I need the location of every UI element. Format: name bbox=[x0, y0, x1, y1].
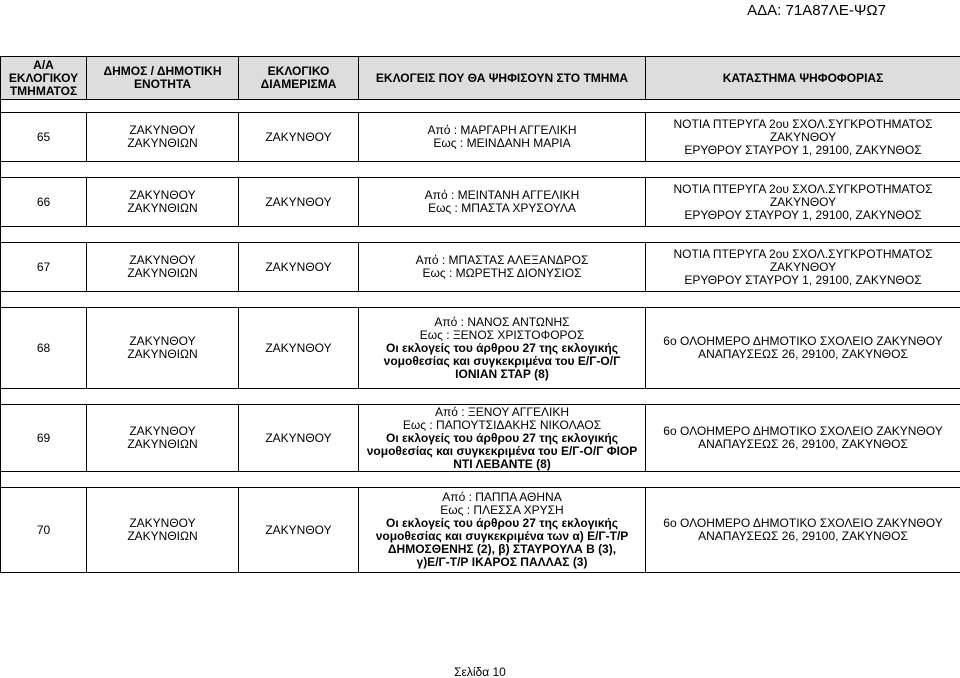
row-spacer bbox=[1, 472, 960, 488]
page-number: Σελίδα 10 bbox=[454, 665, 506, 678]
table-row bbox=[1, 405, 960, 472]
row-dimos: ΖΑΚΥΝΘΟΥ ΖΑΚΥΝΘΙΩΝ bbox=[87, 243, 239, 292]
row-store: 6ο ΟΛΟΗΜΕΡΟ ΔΗΜΟΤΙΚΟ ΣΧΟΛΕΙΟ ΖΑΚΥΝΘΟΥ ΑΝΑΠΑΥΣΕΩΣ 26, 29100, ΖΑΚΥΝΘΟΣ bbox=[646, 405, 960, 472]
header-aa: Α/Α ΕΚΛΟΓΙΚΟΥ ΤΜΗΜΑΤΟΣ bbox=[1, 57, 87, 100]
header-voters: ΕΚΛΟΓΕΙΣ ΠΟΥ ΘΑ ΨΗΦΙΣΟΥΝ ΣΤΟ ΤΜΗΜΑ bbox=[359, 57, 646, 100]
row-diamerisma: ΖΑΚΥΝΘΟΥ bbox=[239, 405, 359, 472]
table-body bbox=[1, 100, 960, 573]
table-header-row bbox=[1, 57, 960, 100]
row-number: 69 bbox=[1, 405, 87, 472]
table-row bbox=[1, 308, 960, 389]
row-dimos: ΖΑΚΥΝΘΟΥ ΖΑΚΥΝΘΙΩΝ bbox=[87, 178, 239, 227]
row-voters: Από : ΝΑΝΟΣ ΑΝΤΩΝΗΣ Εως : ΞΕΝΟΣ ΧΡΙΣΤΟΦΟΡΟΣ Οι εκλογείς του άρθρου 27 της εκλογικής νομοθεσίας και συγκεκριμένα του Ε/Γ-Ο/Γ ΙΟΝΙΑΝ ΣΤΑΡ (8) bbox=[359, 308, 646, 389]
row-spacer bbox=[1, 292, 960, 308]
row-spacer bbox=[1, 162, 960, 178]
row-store: ΝΟΤΙΑ ΠΤΕΡΥΓΑ 2ου ΣΧΟΛ.ΣΥΓΚΡΟΤΗΜΑΤΟΣ ΖΑΚΥΝΘΟΥ ΕΡΥΘΡΟΥ ΣΤΑΥΡΟΥ 1, 29100, ΖΑΚΥΝΘΟΣ bbox=[646, 243, 960, 292]
header-dimos: ΔΗΜΟΣ / ΔΗΜΟΤΙΚΗ ΕΝΟΤΗΤΑ bbox=[87, 57, 239, 100]
row-store: 6ο ΟΛΟΗΜΕΡΟ ΔΗΜΟΤΙΚΟ ΣΧΟΛΕΙΟ ΖΑΚΥΝΘΟΥ ΑΝΑΠΑΥΣΕΩΣ 26, 29100, ΖΑΚΥΝΘΟΣ bbox=[646, 308, 960, 389]
row-number: 66 bbox=[1, 178, 87, 227]
row-dimos: ΖΑΚΥΝΘΟΥ ΖΑΚΥΝΘΙΩΝ bbox=[87, 405, 239, 472]
table-row bbox=[1, 243, 960, 292]
header-store: ΚΑΤΑΣΤΗΜΑ ΨΗΦΟΦΟΡΙΑΣ bbox=[646, 57, 960, 100]
table-row bbox=[1, 113, 960, 162]
row-dimos: ΖΑΚΥΝΘΟΥ ΖΑΚΥΝΘΙΩΝ bbox=[87, 488, 239, 573]
row-dimos: ΖΑΚΥΝΘΟΥ ΖΑΚΥΝΘΙΩΝ bbox=[87, 308, 239, 389]
header-diamerisma: ΕΚΛΟΓΙΚΟ ΔΙΑΜΕΡΙΣΜΑ bbox=[239, 57, 359, 100]
row-number: 68 bbox=[1, 308, 87, 389]
row-store: ΝΟΤΙΑ ΠΤΕΡΥΓΑ 2ου ΣΧΟΛ.ΣΥΓΚΡΟΤΗΜΑΤΟΣ ΖΑΚΥΝΘΟΥ ΕΡΥΘΡΟΥ ΣΤΑΥΡΟΥ 1, 29100, ΖΑΚΥΝΘΟΣ bbox=[646, 178, 960, 227]
row-diamerisma: ΖΑΚΥΝΘΟΥ bbox=[239, 308, 359, 389]
row-spacer bbox=[1, 389, 960, 405]
row-voters: Από : ΜΠΑΣΤΑΣ ΑΛΕΞΑΝΔΡΟΣ Εως : ΜΩΡΕΤΗΣ ΔΙΟΝΥΣΙΟΣ bbox=[359, 243, 646, 292]
row-spacer bbox=[1, 227, 960, 243]
row-voters: Από : ΠΑΠΠΑ ΑΘΗΝΑ Εως : ΠΛΕΣΣΑ ΧΡΥΣΗ Οι εκλογείς του άρθρου 27 της εκλογικής νομοθεσίας και συγκεκριμένα των α) Ε/Γ-Τ/Ρ ΔΗΜΟΣΘΕΝΗΣ (2), β) ΣΤΑΥΡΟΥΛΑ Β (3), γ)Ε/Γ-Τ/Ρ ΙΚΑΡΟΣ ΠΑΛΛΑΣ (3) bbox=[359, 488, 646, 573]
row-voters: Από : ΞΕΝΟΥ ΑΓΓΕΛΙΚΗ Εως : ΠΑΠΟΥΤΣΙΔΑΚΗΣ ΝΙΚΟΛΑΟΣ Οι εκλογείς του άρθρου 27 της εκλογικής νομοθεσίας και συγκεκριμένα του Ε/Γ-Ο/Γ ΦΙΟΡ ΝΤΙ ΛΕΒΑΝΤΕ (8) bbox=[359, 405, 646, 472]
row-number: 70 bbox=[1, 488, 87, 573]
table-row bbox=[1, 178, 960, 227]
row-diamerisma: ΖΑΚΥΝΘΟΥ bbox=[239, 243, 359, 292]
row-dimos: ΖΑΚΥΝΘΟΥ ΖΑΚΥΝΘΙΩΝ bbox=[87, 113, 239, 162]
row-store: 6ο ΟΛΟΗΜΕΡΟ ΔΗΜΟΤΙΚΟ ΣΧΟΛΕΙΟ ΖΑΚΥΝΘΟΥ ΑΝΑΠΑΥΣΕΩΣ 26, 29100, ΖΑΚΥΝΘΟΣ bbox=[646, 488, 960, 573]
ada-code: ΑΔΑ: 71Α87ΛΕ-ΨΩ7 bbox=[747, 2, 886, 19]
row-voters: Από : ΜΑΡΓΑΡΗ ΑΓΓΕΛΙΚΗ Εως : ΜΕΙΝΔΑΝΗ ΜΑΡΙΑ bbox=[359, 113, 646, 162]
row-diamerisma: ΖΑΚΥΝΘΟΥ bbox=[239, 488, 359, 573]
table-row bbox=[1, 488, 960, 573]
row-spacer bbox=[1, 100, 960, 113]
row-number: 67 bbox=[1, 243, 87, 292]
row-diamerisma: ΖΑΚΥΝΘΟΥ bbox=[239, 178, 359, 227]
polling-stations-table bbox=[0, 56, 960, 573]
row-voters: Από : ΜΕΙΝΤΑΝΗ ΑΓΓΕΛΙΚΗ Εως : ΜΠΑΣΤΑ ΧΡΥΣΟΥΛΑ bbox=[359, 178, 646, 227]
row-store: ΝΟΤΙΑ ΠΤΕΡΥΓΑ 2ου ΣΧΟΛ.ΣΥΓΚΡΟΤΗΜΑΤΟΣ ΖΑΚΥΝΘΟΥ ΕΡΥΘΡΟΥ ΣΤΑΥΡΟΥ 1, 29100, ΖΑΚΥΝΘΟΣ bbox=[646, 113, 960, 162]
row-number: 65 bbox=[1, 113, 87, 162]
row-diamerisma: ΖΑΚΥΝΘΟΥ bbox=[239, 113, 359, 162]
